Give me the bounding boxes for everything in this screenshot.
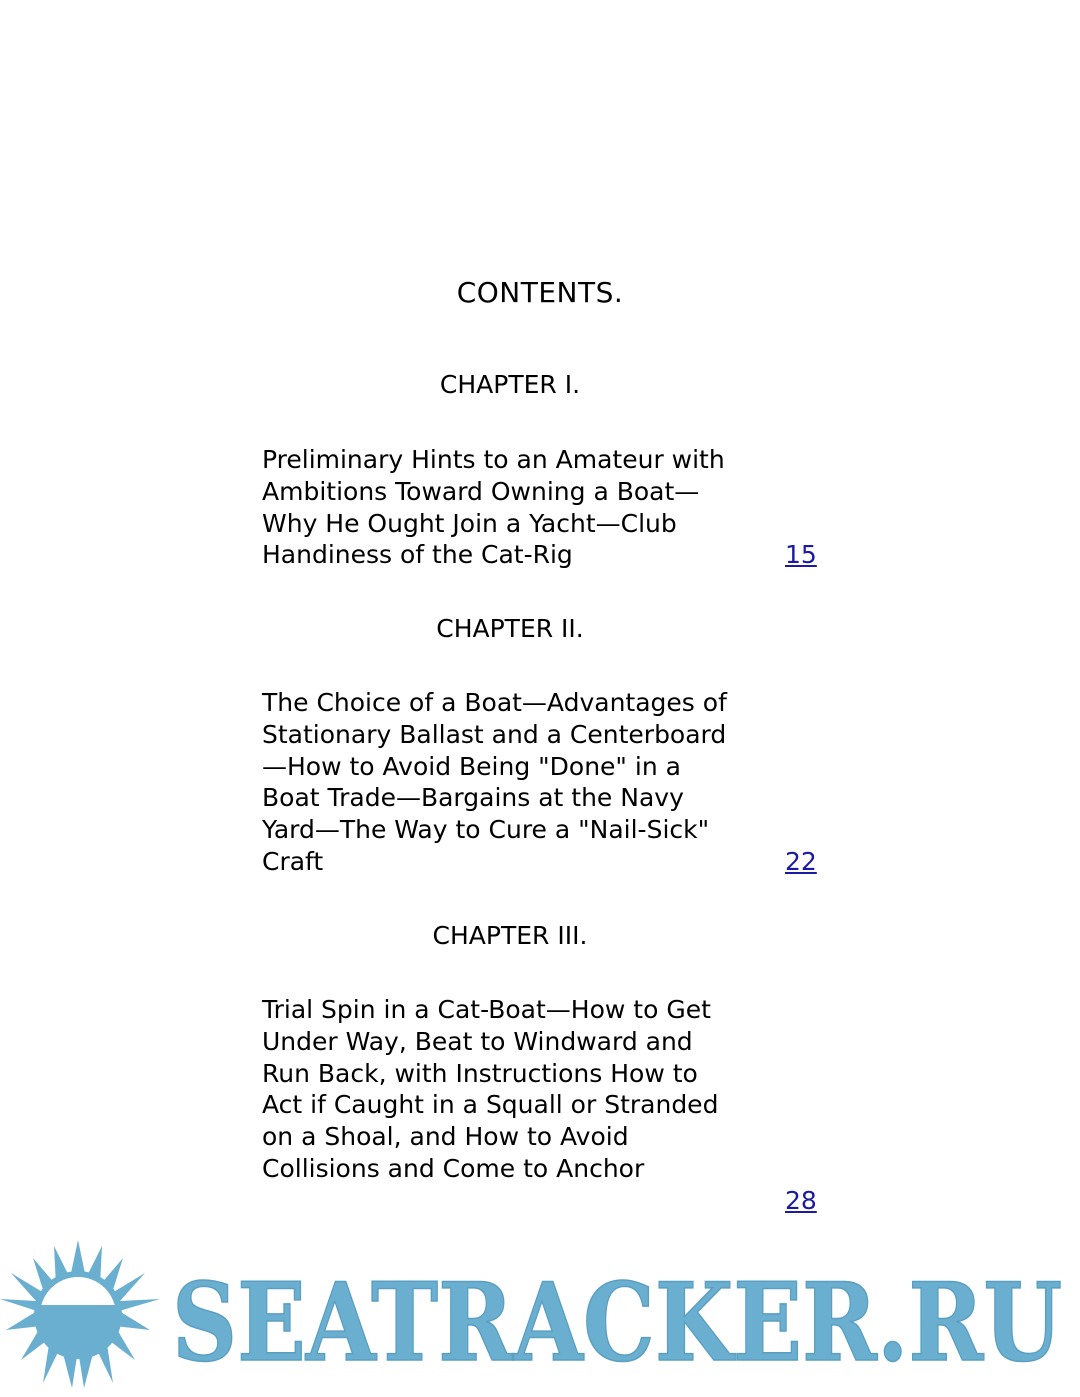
contents-title: CONTENTS. [456, 276, 624, 309]
chapter-3-heading: CHAPTER III. [432, 921, 588, 950]
chapter-1-heading: CHAPTER I. [439, 370, 581, 399]
chapter-2-description: The Choice of a Boat—Advantages of Stationary Ballast and a Centerboard—How to Avoid Being "Done" in a Boat Trade—Bargains at the Navy Yard—The Way to Cure a "Nail-Sick" Craft [262, 688, 727, 876]
watermark-text: SEATRACKER.RU [172, 1260, 1062, 1386]
chapter-2-page-link[interactable]: 22 [785, 847, 817, 876]
seatracker-watermark [0, 1238, 1080, 1397]
sun-icon [0, 1240, 160, 1388]
chapter-1-description: Preliminary Hints to an Amateur with Ambitions Toward Owning a Boat—Why He Ought Join a Yacht—Club Handiness of the Cat-Rig [262, 445, 725, 570]
chapter-3-description: Trial Spin in a Cat-Boat—How to Get Under Way, Beat to Windward and Run Back, with Instructions How to Act if Caught in a Squall or Stranded on a Shoal, and How to Avoid Collisions and Come to Anchor [262, 995, 719, 1183]
chapter-2-heading: CHAPTER II. [436, 614, 584, 643]
chapter-3-page-link[interactable]: 28 [785, 1186, 817, 1215]
chapter-1-page-link[interactable]: 15 [785, 540, 817, 569]
